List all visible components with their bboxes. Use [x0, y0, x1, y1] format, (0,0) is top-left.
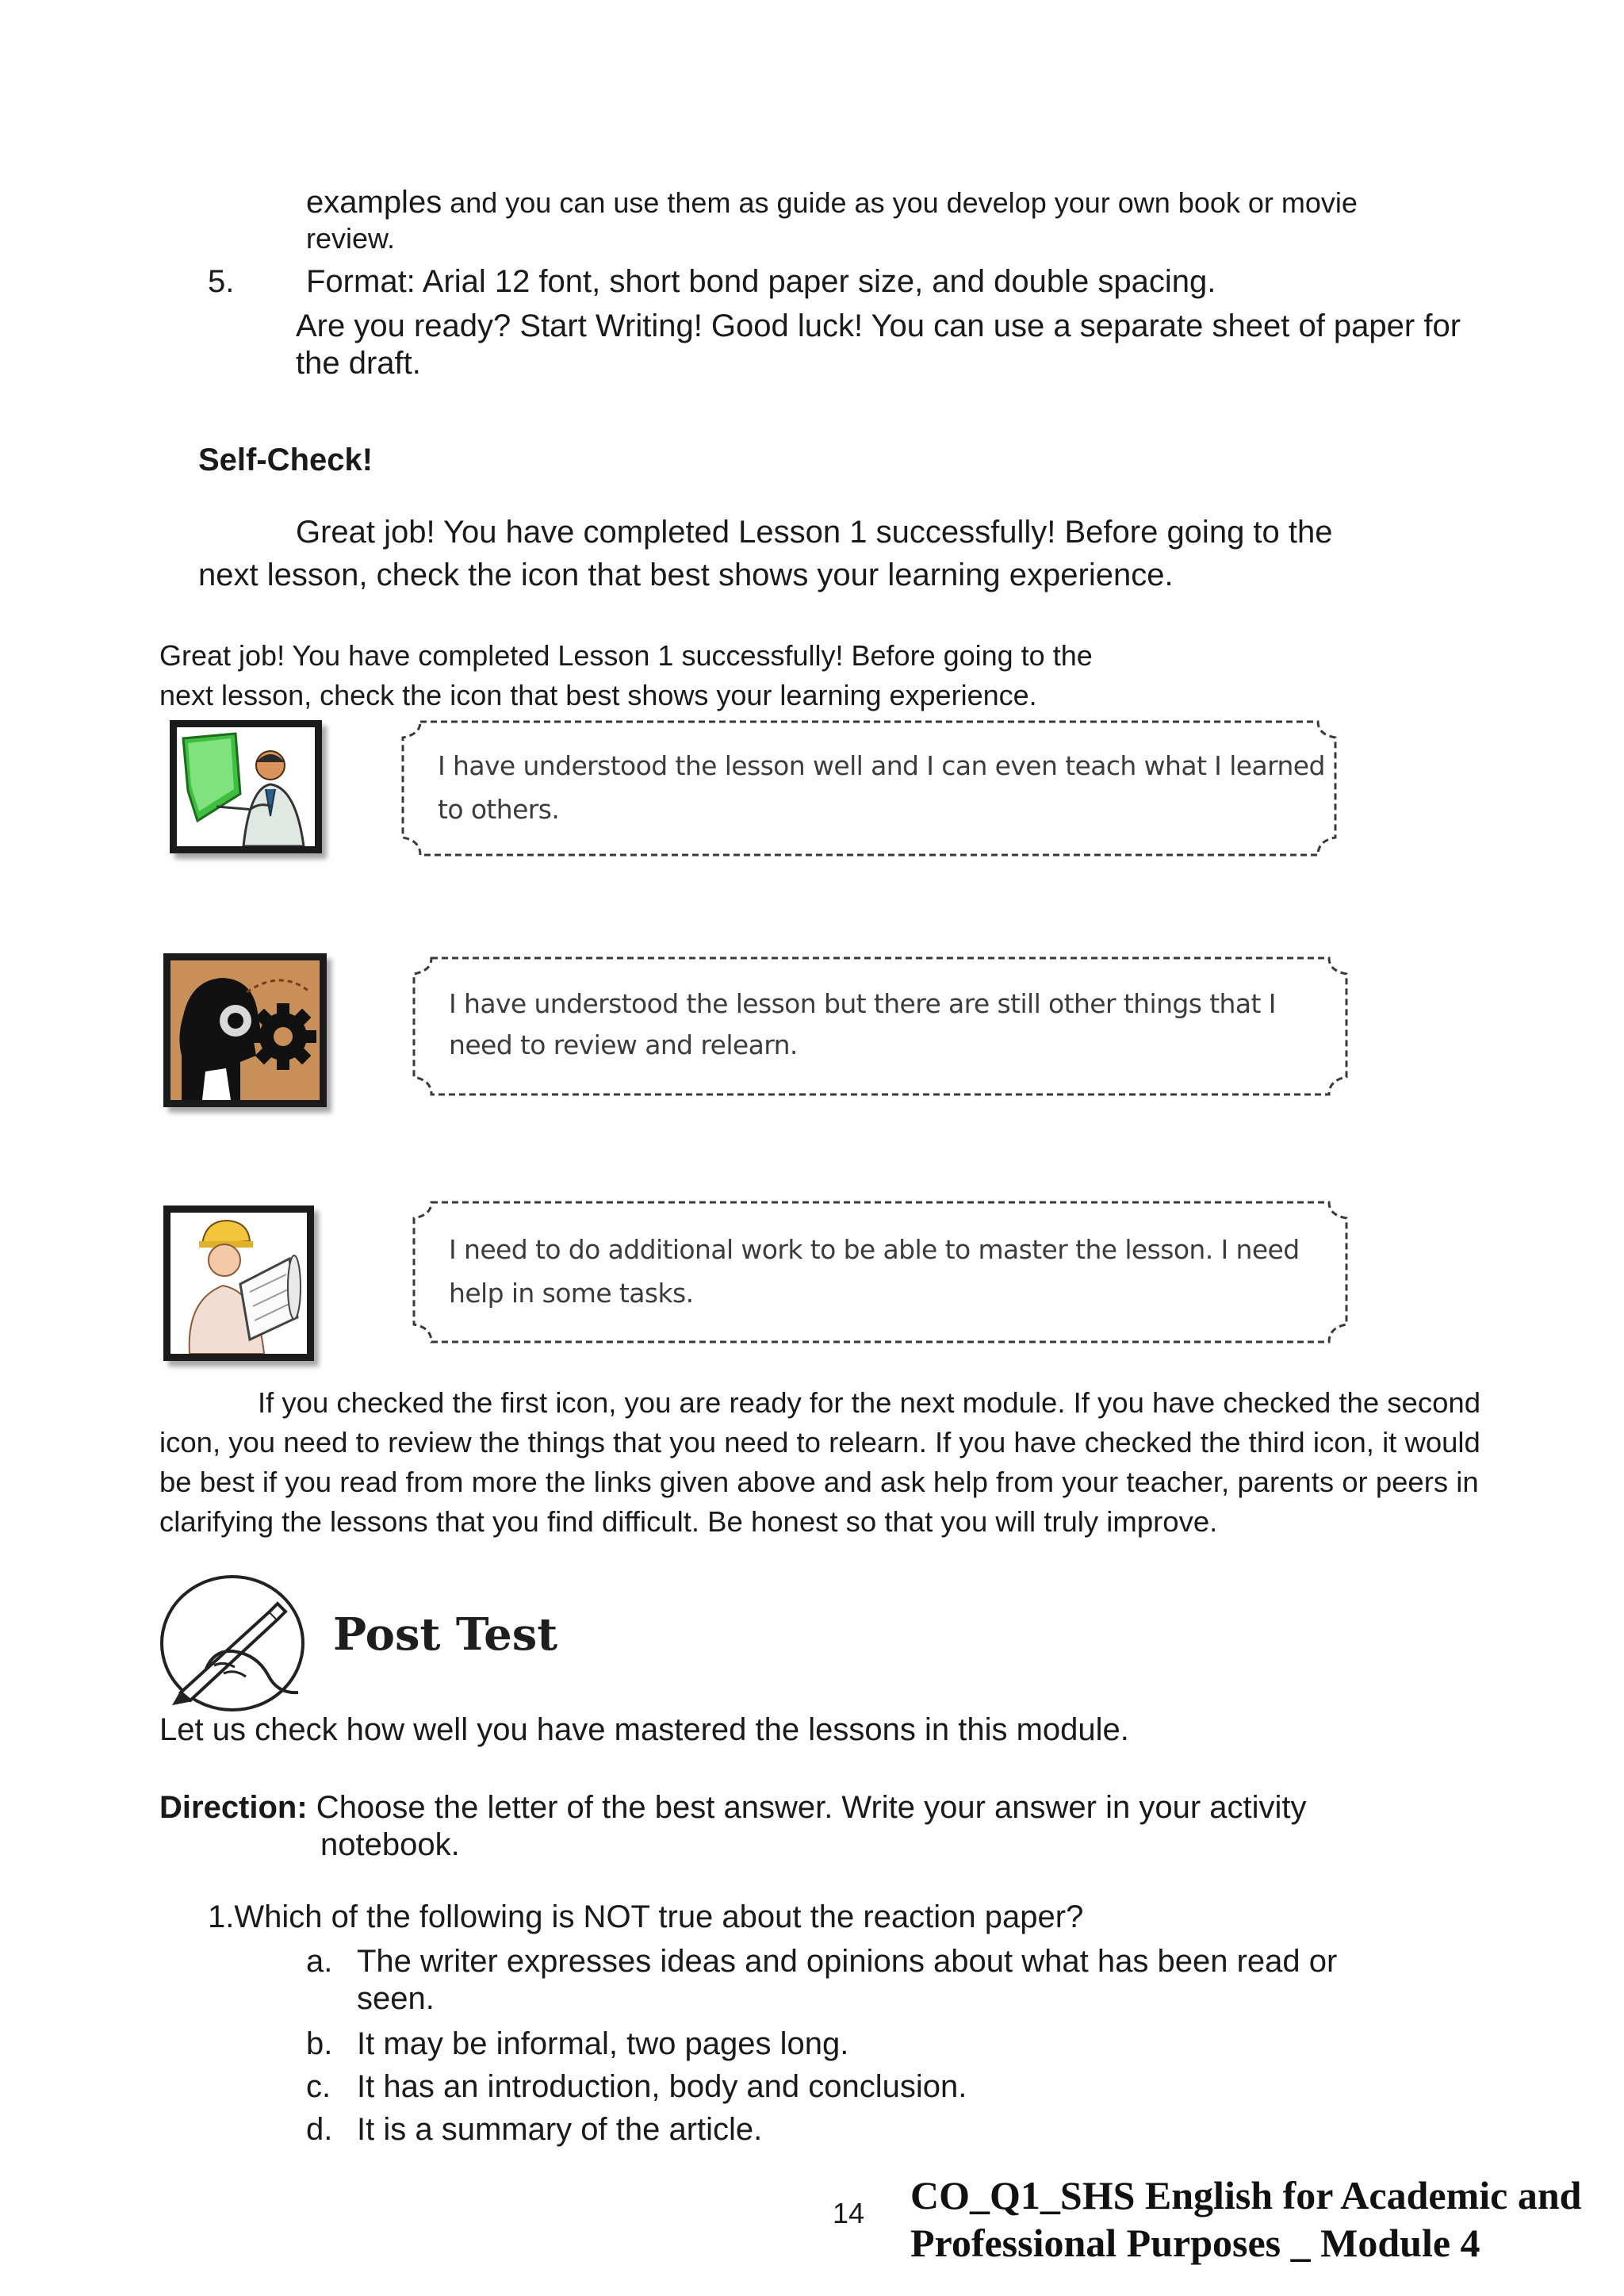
continuation-word: examples	[306, 185, 442, 220]
post-test-intro: Let us check how well you have mastered the lessons in this module.	[159, 1712, 1129, 1747]
option-1-line2: to others.	[438, 794, 560, 825]
self-check-para1-line1: Great job! You have completed Lesson 1 successfully! Before going to the	[296, 515, 1333, 550]
page-number: 14	[833, 2197, 865, 2229]
question-1: 1.Which of the following is NOT true about the reaction paper?	[208, 1899, 1084, 1934]
option-text-2	[449, 983, 1276, 1066]
direction-block	[159, 1789, 1307, 1864]
ready-line1: Are you ready? Start Writing! Good luck! You can use a separate sheet of paper for	[296, 309, 1461, 343]
explanation-line1: If you checked the first icon, you are ready for the next module. If you have checked the second	[258, 1386, 1481, 1419]
direction-line1: Choose the letter of the best answer. Write your answer in your activity	[307, 1790, 1307, 1825]
self-check-para2-line2: next lesson, check the icon that best shows your learning experience.	[159, 679, 1037, 711]
choice-b-line1: It may be informal, two pages long.	[357, 2026, 849, 2061]
explanation-line4: clarifying the lessons that you find difficult. Be honest so that you will truly improve.	[159, 1505, 1218, 1538]
self-check-para2-line1: Great job! You have completed Lesson 1 successfully! Before going to the	[159, 639, 1093, 672]
teacher-presenting-icon[interactable]	[170, 720, 322, 853]
option-text-1	[438, 744, 1325, 831]
option-2-line2: need to review and relearn.	[449, 1029, 798, 1060]
ready-line2: the draft.	[296, 346, 421, 381]
choice-c-line1: It has an introduction, body and conclusion.	[357, 2069, 967, 2104]
direction-label: Direction:	[159, 1790, 308, 1825]
footer-module-title	[910, 2171, 1581, 2267]
choice-b	[306, 2026, 848, 2063]
choice-d-line1: It is a summary of the article.	[357, 2112, 763, 2147]
option-3-line1: I need to do additional work to be able to master the lesson. I need	[449, 1234, 1300, 1265]
direction-line2: notebook.	[320, 1827, 460, 1862]
continuation-text	[306, 184, 1559, 256]
option-3-line2: help in some tasks.	[449, 1278, 694, 1309]
self-check-explanation	[159, 1383, 1539, 1542]
option-1-line1: I have understood the lesson well and I can even teach what I learned	[438, 750, 1325, 781]
explanation-line3: be best if you read from more the links given above and ask help from your teacher, parents or peers in	[159, 1466, 1479, 1498]
self-check-para1	[198, 514, 1333, 594]
explanation-line2: icon, you need to review the things that you need to relearn. If you have checked the third icon, it would	[159, 1426, 1480, 1458]
choice-d-letter: d.	[306, 2112, 333, 2147]
option-box-2	[408, 955, 1353, 1098]
footer-title-line1: CO_Q1_SHS English for Academic and	[910, 2173, 1582, 2217]
post-test-title: Post Test	[333, 1608, 558, 1661]
choice-a-line2: seen.	[357, 1981, 435, 2016]
item-5-text: Format: Arial 12 font, short bond paper size, and double spacing.	[306, 264, 1216, 299]
continuation-line2: review.	[306, 222, 396, 255]
choice-a-letter: a.	[306, 1944, 333, 1979]
self-check-heading: Self-Check!	[198, 443, 373, 477]
worker-blueprint-icon[interactable]	[163, 1205, 314, 1361]
option-box-3	[408, 1199, 1353, 1345]
option-2-line1: I have understood the lesson but there are still other things that I	[449, 988, 1276, 1019]
choice-b-letter: b.	[306, 2026, 333, 2061]
choice-c-letter: c.	[306, 2069, 331, 2104]
choice-a-line1: The writer expresses ideas and opinions about what has been read or	[357, 1944, 1338, 1979]
continuation-rest: and you can use them as guide as you develop your own book or movie	[442, 186, 1358, 219]
item-5-number: 5.	[208, 264, 235, 299]
choice-a	[306, 1943, 1337, 2018]
pen-hand-icon	[159, 1573, 306, 1713]
ready-paragraph	[296, 308, 1461, 382]
choice-d	[306, 2111, 762, 2148]
self-check-para2	[159, 636, 1093, 715]
footer-title-line2: Professional Purposes _ Module 4	[910, 2221, 1480, 2265]
option-text-3	[449, 1228, 1300, 1315]
self-check-para1-line2: next lesson, check the icon that best shows your learning experience.	[198, 558, 1174, 592]
option-box-1	[396, 719, 1342, 858]
head-gears-icon[interactable]	[163, 953, 327, 1107]
choice-c	[306, 2068, 967, 2106]
